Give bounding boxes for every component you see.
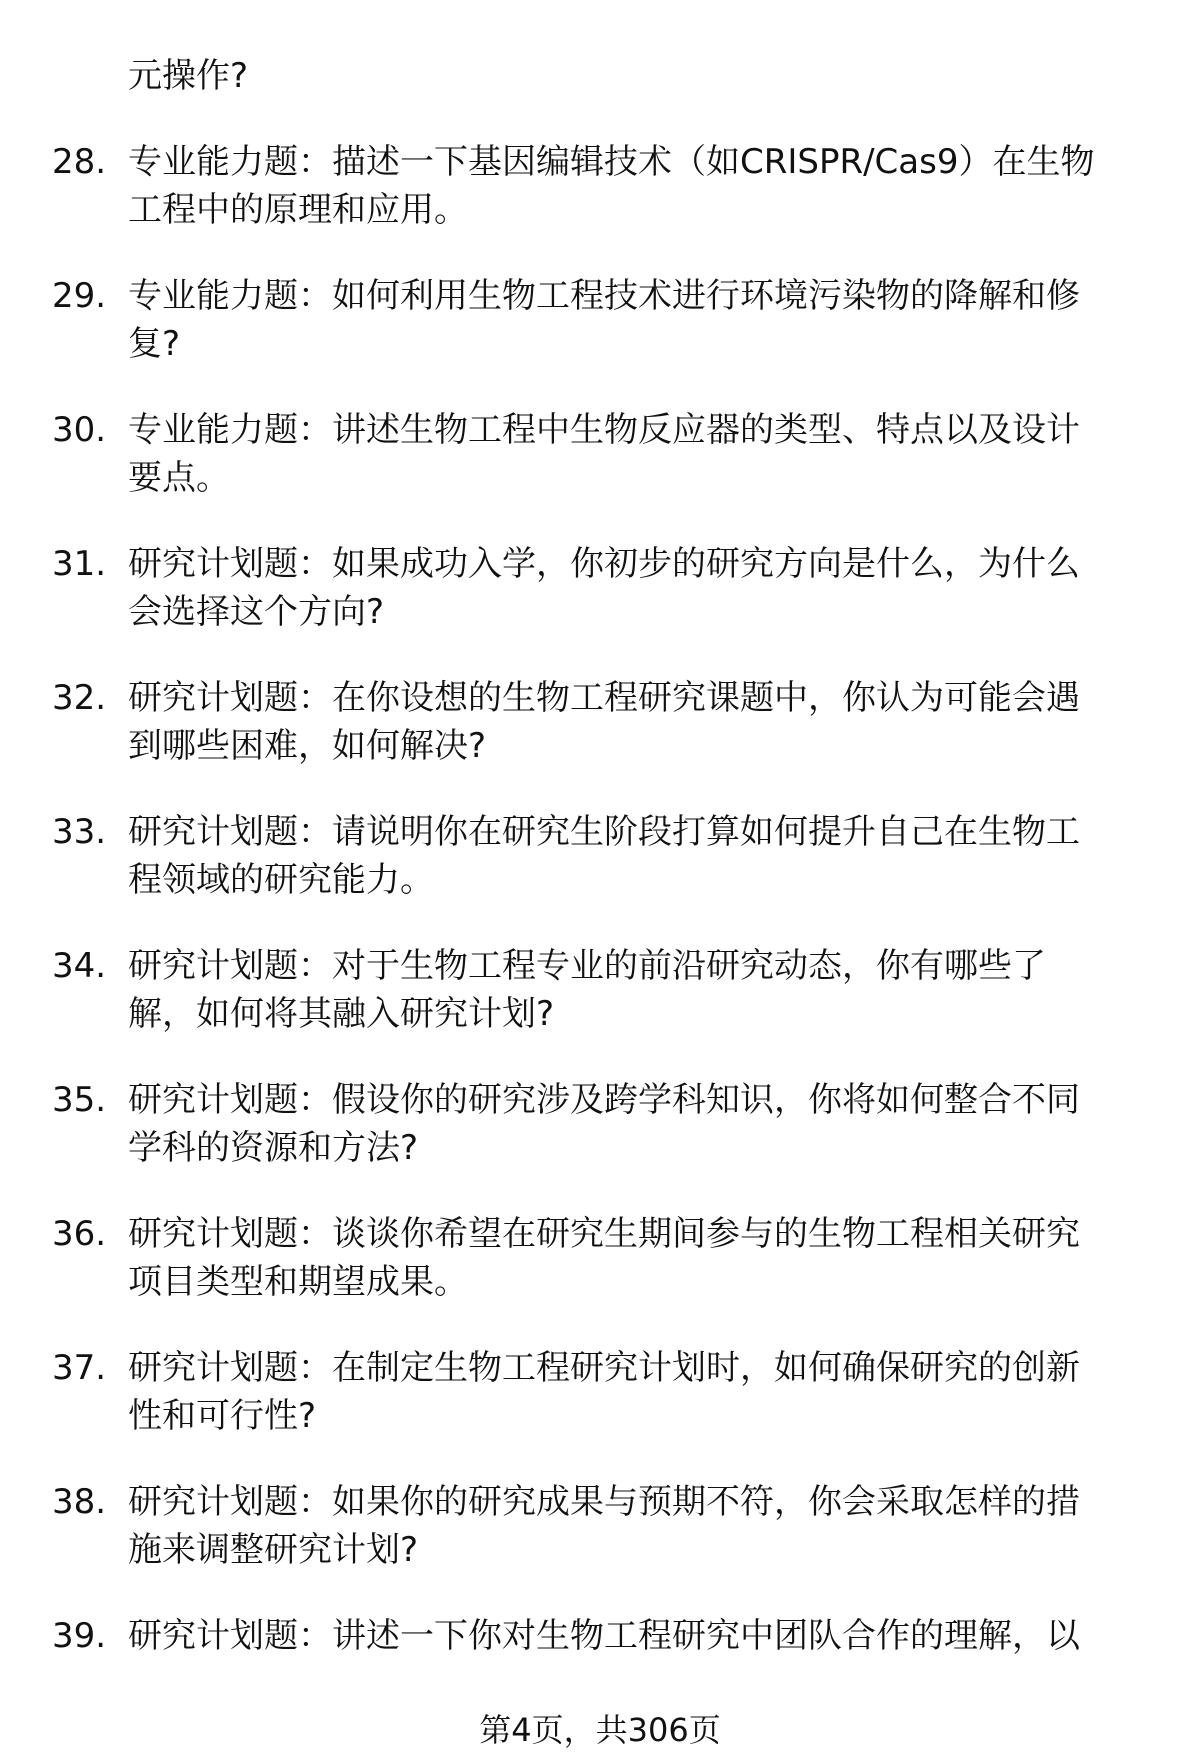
question-line: 研究计划题：谈谈你希望在研究生期间参与的生物工程相关研究 <box>128 1214 1080 1254</box>
question-line: 研究计划题：在你设想的生物工程研究课题中，你认为可能会遇 <box>128 678 1080 718</box>
question-line: 程领域的研究能力。 <box>128 860 434 900</box>
question-line: 研究计划题：讲述一下你对生物工程研究中团队合作的理解，以 <box>128 1616 1080 1656</box>
question-item-29 <box>0 272 1200 368</box>
question-line: 工程中的原理和应用。 <box>128 190 468 230</box>
question-text <box>128 1344 1148 1440</box>
question-line: 专业能力题：讲述生物工程中生物反应器的类型、特点以及设计 <box>128 410 1080 450</box>
question-item-31 <box>0 540 1200 636</box>
question-item-28 <box>0 138 1200 234</box>
question-list <box>0 52 1200 1698</box>
question-line: 施来调整研究计划? <box>128 1530 419 1570</box>
question-number: 33. <box>52 812 107 852</box>
question-item-34 <box>0 942 1200 1038</box>
question-text <box>128 138 1148 234</box>
question-line: 研究计划题：如果成功入学，你初步的研究方向是什么，为什么 <box>128 544 1080 584</box>
question-line: 研究计划题：对于生物工程专业的前沿研究动态，你有哪些了 <box>128 946 1046 986</box>
question-number: 37. <box>52 1348 107 1388</box>
question-text <box>128 1210 1148 1306</box>
question-line: 学科的资源和方法? <box>128 1128 419 1168</box>
question-number: 39. <box>52 1616 107 1656</box>
question-line: 研究计划题：假设你的研究涉及跨学科知识，你将如何整合不同 <box>128 1080 1080 1120</box>
question-line: 会选择这个方向? <box>128 592 385 632</box>
question-text <box>128 272 1148 368</box>
question-line: 研究计划题：请说明你在研究生阶段打算如何提升自己在生物工 <box>128 812 1080 852</box>
question-line: 专业能力题：如何利用生物工程技术进行环境污染物的降解和修 <box>128 276 1080 316</box>
page-footer: 第4页，共306页 <box>479 1711 721 1749</box>
question-text <box>128 1612 1148 1660</box>
question-item-36 <box>0 1210 1200 1306</box>
question-number: 36. <box>52 1214 107 1254</box>
question-number: 29. <box>52 276 107 316</box>
question-line: 项目类型和期望成果。 <box>128 1262 468 1302</box>
question-item-32 <box>0 674 1200 770</box>
question-line: 研究计划题：如果你的研究成果与预期不符，你会采取怎样的措 <box>128 1482 1080 1522</box>
question-text <box>128 540 1148 636</box>
question-number: 28. <box>52 142 107 182</box>
question-line: 专业能力题：描述一下基因编辑技术（如CRISPR/Cas9）在生物 <box>128 142 1095 182</box>
question-item-33 <box>0 808 1200 904</box>
question-text <box>128 674 1148 770</box>
question-text <box>128 406 1148 502</box>
question-line: 到哪些困难，如何解决? <box>128 726 487 766</box>
question-item-35 <box>0 1076 1200 1172</box>
question-number: 34. <box>52 946 107 986</box>
question-number: 35. <box>52 1080 107 1120</box>
question-item-39 <box>0 1612 1200 1660</box>
question-text <box>128 942 1148 1038</box>
question-number: 32. <box>52 678 107 718</box>
question-item-37 <box>0 1344 1200 1440</box>
question-line: 研究计划题：在制定生物工程研究计划时，如何确保研究的创新 <box>128 1348 1080 1388</box>
question-line: 解，如何将其融入研究计划? <box>128 994 555 1034</box>
question-line: 复? <box>128 324 181 364</box>
question-line: 要点。 <box>128 458 230 498</box>
question-line: 性和可行性? <box>128 1396 317 1436</box>
question-item-38 <box>0 1478 1200 1574</box>
question-number: 38. <box>52 1482 107 1522</box>
question-number: 30. <box>52 410 107 450</box>
question-text <box>128 808 1148 904</box>
question-item-30 <box>0 406 1200 502</box>
question-number: 31. <box>52 544 107 584</box>
question-text <box>128 1076 1148 1172</box>
question-text <box>128 1478 1148 1574</box>
continuation-line: 元操作? <box>128 56 249 96</box>
